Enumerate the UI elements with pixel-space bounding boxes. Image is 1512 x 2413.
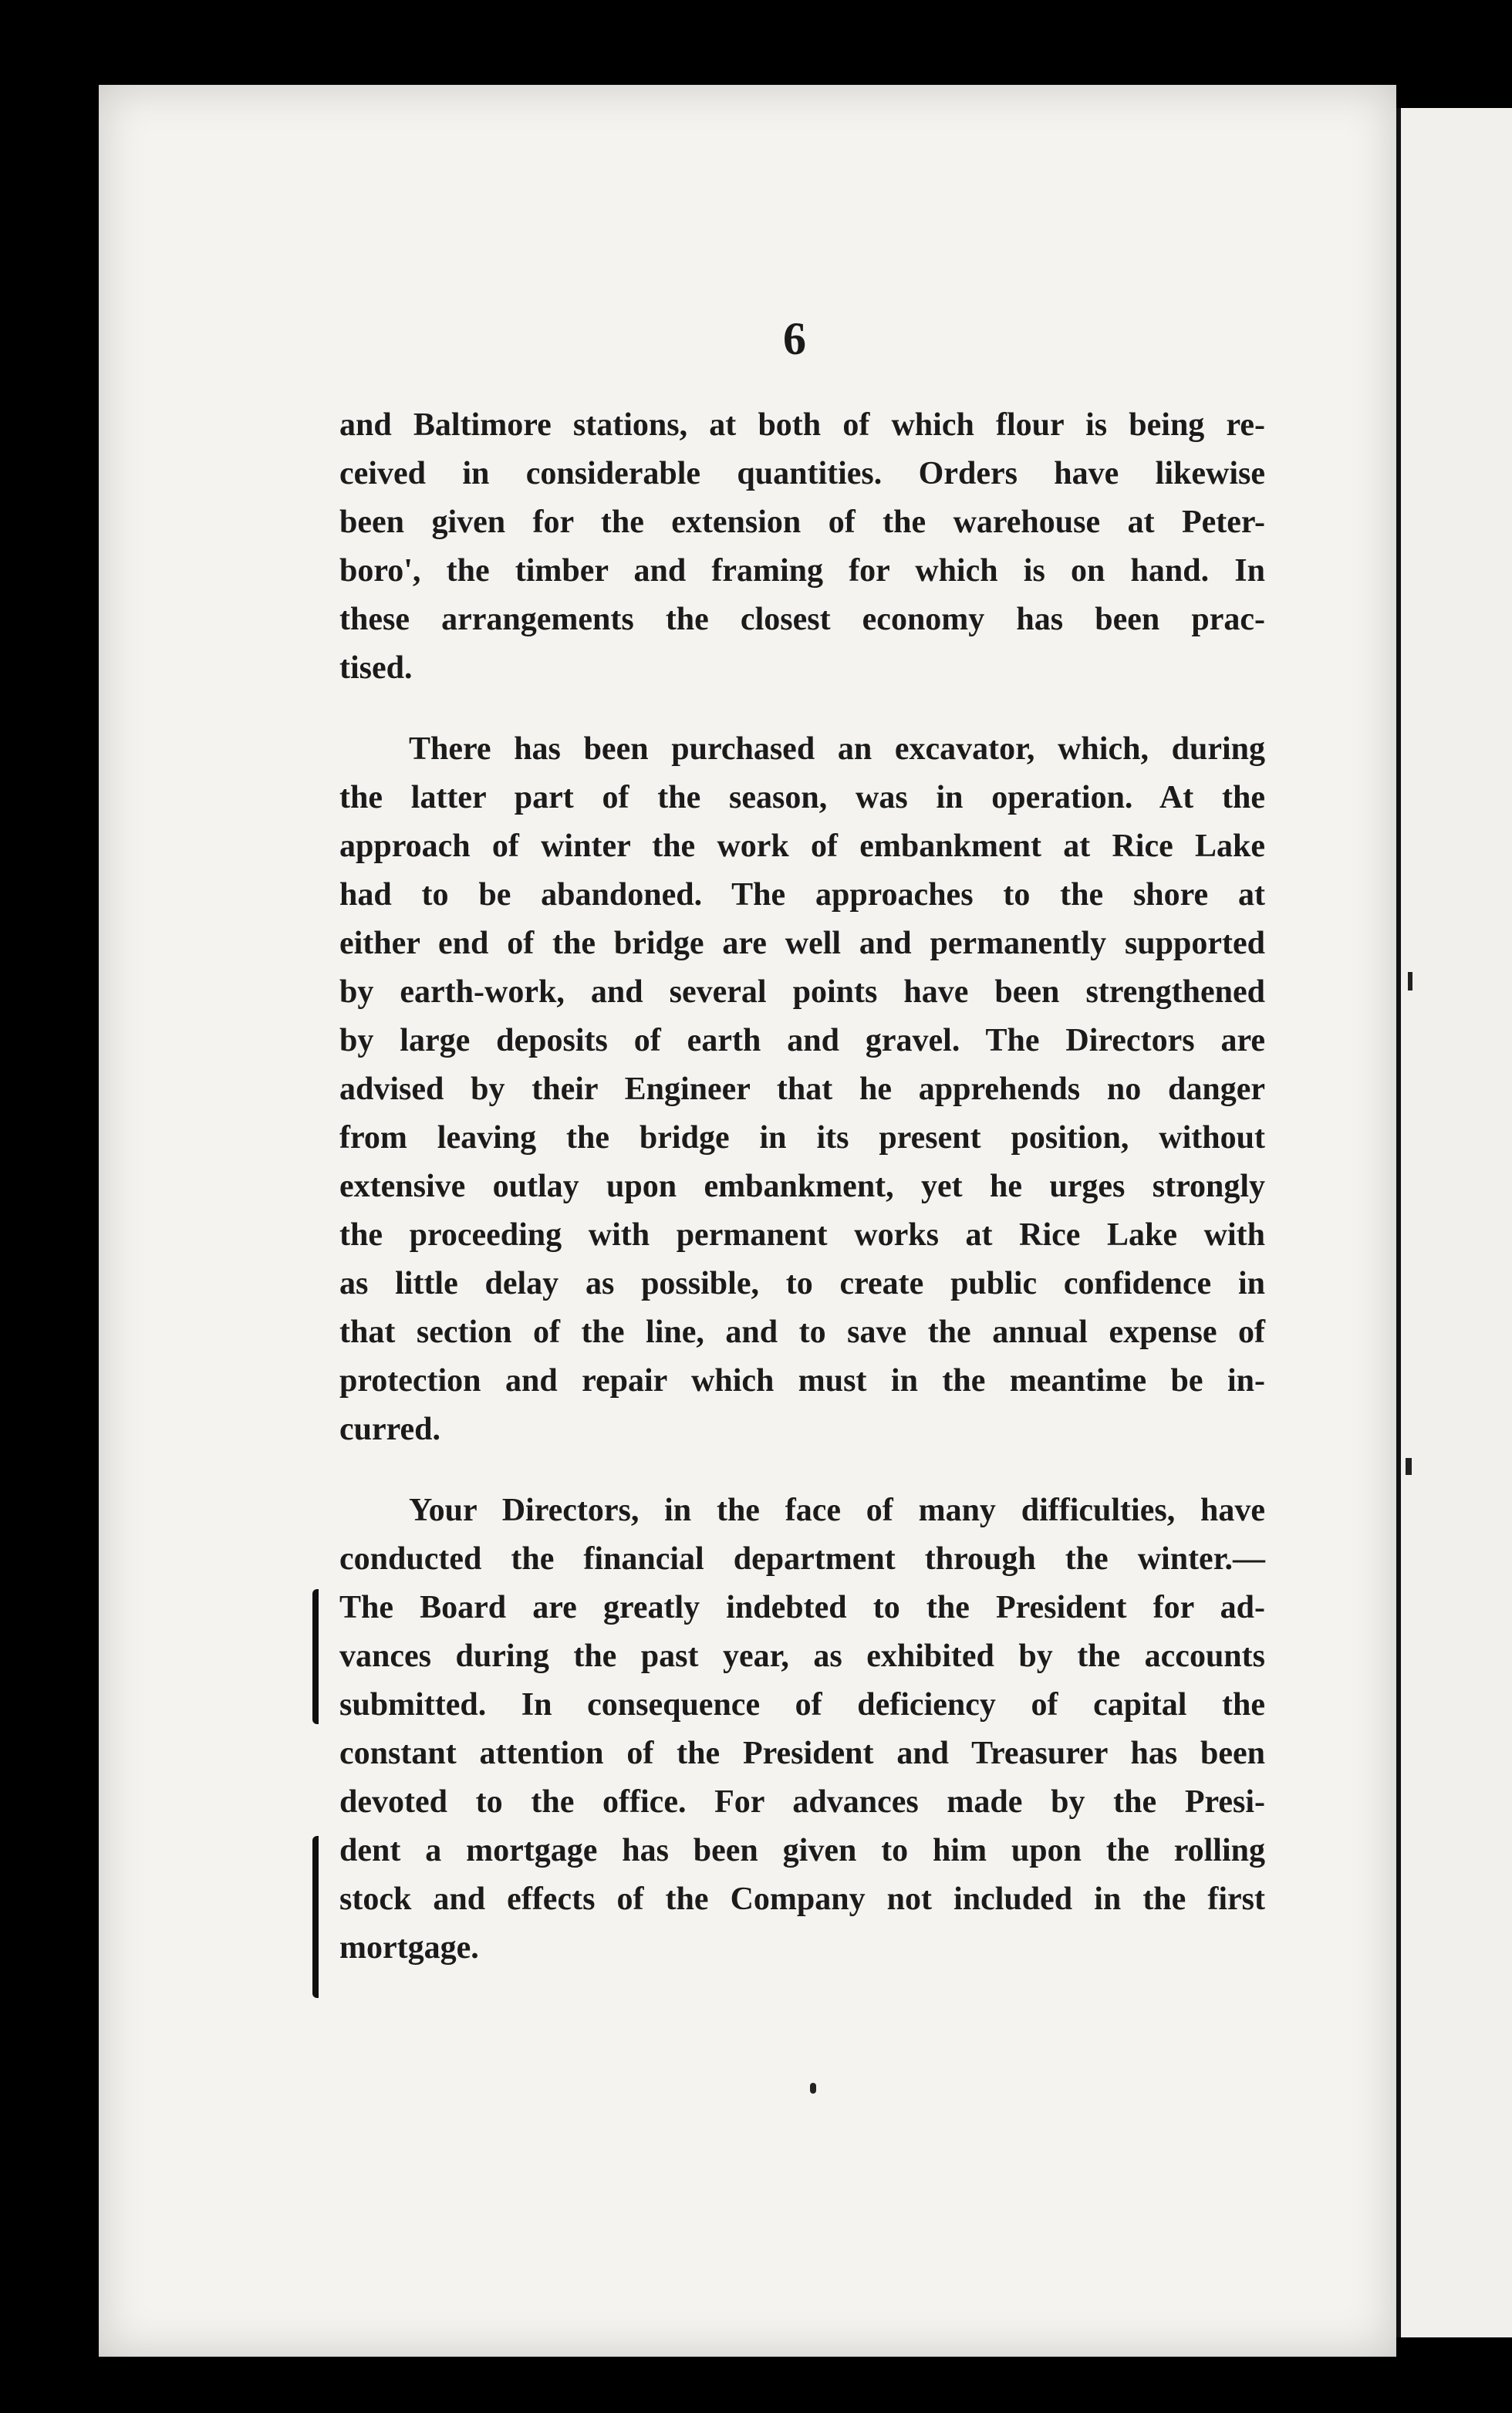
- facing-page-edge: [1396, 108, 1512, 2337]
- text-line: devoted to the office. For advances made by the Presi-: [339, 1784, 1265, 1820]
- text-line: vances during the past year, as exhibited by the accounts: [339, 1638, 1265, 1674]
- text-line: been given for the extension of the warehouse at Peter-: [339, 505, 1265, 540]
- text-line: by large deposits of earth and gravel. The Directors are: [339, 1023, 1265, 1058]
- text-line: these arrangements the closest economy has been prac-: [339, 602, 1265, 637]
- ink-speck: [1408, 972, 1412, 991]
- text-line: curred.: [339, 1412, 441, 1447]
- margin-mark: [312, 1589, 326, 1724]
- text-line: by earth-work, and several points have been strengthened: [339, 974, 1265, 1010]
- text-line: as little delay as possible, to create public confidence in: [339, 1266, 1265, 1301]
- paragraph: [339, 401, 1265, 693]
- page-number: 6: [783, 313, 806, 364]
- text-line: constant attention of the President and Treasurer has been: [339, 1736, 1265, 1771]
- paragraph: [339, 725, 1265, 1454]
- text-line: from leaving the bridge in its present position, without: [339, 1120, 1265, 1156]
- text-line: ceived in considerable quantities. Orders have likewise: [339, 456, 1265, 491]
- text-line: boro', the timber and framing for which is on hand. In: [339, 553, 1265, 589]
- text-line: tised.: [339, 650, 413, 686]
- text-line: advised by their Engineer that he apprehends no danger: [339, 1072, 1265, 1107]
- text-line: stock and effects of the Company not included in the first: [339, 1881, 1265, 1917]
- paragraph: [339, 1487, 1265, 1973]
- text-line: approach of winter the work of embankment at Rice Lake: [339, 829, 1265, 864]
- text-line: the proceeding with permanent works at Rice Lake with: [339, 1217, 1265, 1253]
- text-line: the latter part of the season, was in operation. At the: [339, 780, 1265, 815]
- text-line: either end of the bridge are well and permanently supported: [339, 926, 1265, 961]
- text-line: that section of the line, and to save the annual expense of: [339, 1314, 1265, 1350]
- text-line: extensive outlay upon embankment, yet he urges strongly: [339, 1169, 1265, 1204]
- text-line: mortgage.: [339, 1930, 479, 1966]
- text-line: conducted the financial department through the winter.—: [339, 1541, 1265, 1577]
- ink-speck: [810, 2083, 816, 2094]
- text-line: dent a mortgage has been given to him upon the rolling: [339, 1833, 1265, 1868]
- text-line: had to be abandoned. The approaches to the shore at: [339, 877, 1265, 913]
- text-line: submitted. In consequence of deficiency of capital the: [339, 1687, 1265, 1723]
- text-line: and Baltimore stations, at both of which flour is being re-: [339, 407, 1265, 443]
- margin-mark: [312, 1836, 326, 1998]
- body-text: [339, 401, 1265, 1973]
- text-line: There has been purchased an excavator, which, during: [409, 731, 1265, 767]
- text-line: protection and repair which must in the meantime be in-: [339, 1363, 1265, 1399]
- text-line: The Board are greatly indebted to the President for ad-: [339, 1590, 1265, 1625]
- ink-speck: [1406, 1458, 1412, 1475]
- text-line: Your Directors, in the face of many difficulties, have: [409, 1493, 1265, 1528]
